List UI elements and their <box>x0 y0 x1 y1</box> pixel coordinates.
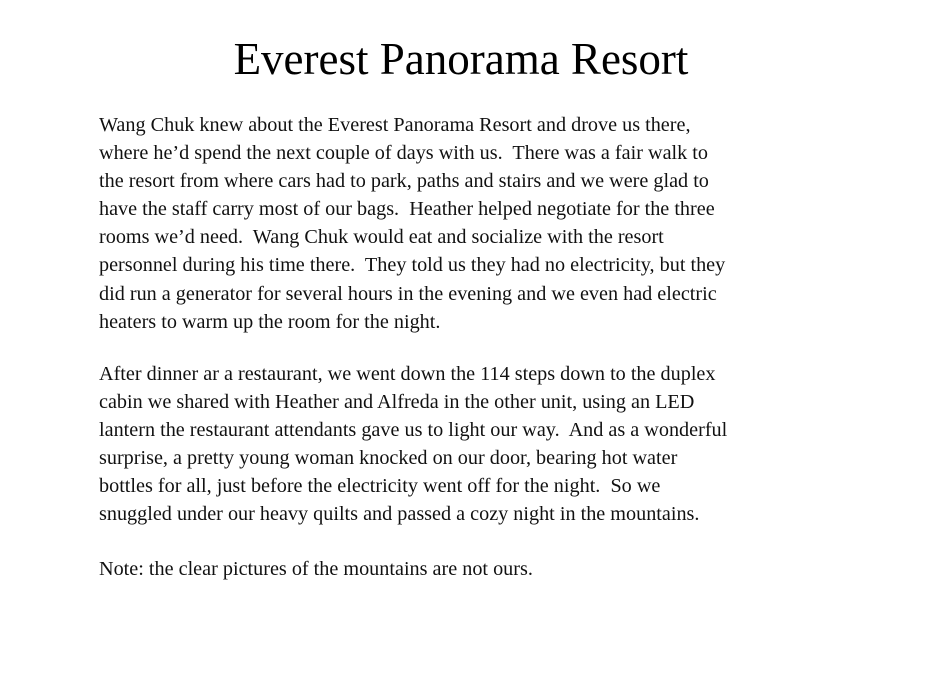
paragraph-line: Note: the clear pictures of the mountains are not ours. <box>99 558 533 580</box>
paragraph-line: the resort from where cars had to park, paths and stairs and we were glad to <box>99 170 709 193</box>
paragraph-line: heaters to warm up the room for the night. <box>99 310 441 333</box>
paragraph-note <box>99 555 533 583</box>
paragraph-line: cabin we shared with Heather and Alfreda in the other unit, using an LED <box>99 391 695 414</box>
paragraph-evening <box>99 360 727 529</box>
paragraph-line: have the staff carry most of our bags. Heather helped negotiate for the three <box>99 198 715 221</box>
paragraph-line: After dinner ar a restaurant, we went down the 114 steps down to the duplex <box>99 363 716 385</box>
paragraph-line: surprise, a pretty young woman knocked on our door, bearing hot water <box>99 447 678 470</box>
paragraph-line: Wang Chuk knew about the Everest Panorama Resort and drove us there, <box>99 114 691 136</box>
paragraph-line: lantern the restaurant attendants gave us to light our way. And as a wonderful <box>99 419 728 442</box>
paragraph-resort-arrival <box>99 111 725 336</box>
paragraph-line: snuggled under our heavy quilts and passed a cozy night in the mountains. <box>99 503 700 526</box>
paragraph-line: personnel during his time there. They told us they had no electricity, but they <box>99 254 726 277</box>
paragraph-line: did run a generator for several hours in the evening and we even had electric <box>99 282 717 305</box>
paragraph-line: rooms we’d need. Wang Chuk would eat and socialize with the resort <box>99 226 664 249</box>
page-title: Everest Panorama Resort <box>233 34 689 84</box>
paragraph-line: bottles for all, just before the electricity went off for the night. So we <box>99 475 661 498</box>
paragraph-line: where he’d spend the next couple of days with us. There was a fair walk to <box>99 142 708 165</box>
